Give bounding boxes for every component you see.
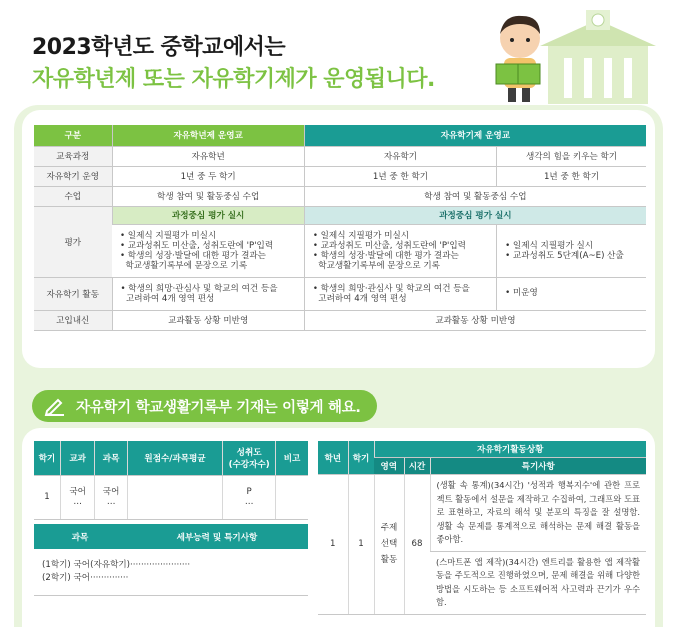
grades-table (34, 441, 308, 520)
header-cell: 교과 (60, 441, 95, 475)
row-label: 수업 (34, 186, 112, 206)
header-cell: 성취도 (수강자수) (223, 441, 276, 475)
remark-text: (스마트폰 앱 제작)(34시간) 엔트리를 활용한 앱 제작활동을 주도적으로 진행하였으며, 문제 해결을 위해 다양한 방법을 시도하는 등 소프트웨어적 사고력과 끈기가 우수함. (430, 551, 646, 614)
eval-sem-b-list (497, 224, 646, 277)
remark-text: (생활 속 통계)(34시간) '성적과 행복지수'에 관한 프로젝트 활동에서 설문을 제작하고 수집하여, 그래프와 도표로 표현하고, 자료의 해석 및 분포의 특징을 잘 설명함. 생활 속 문제를 통계적으로 해석하는 문제 해결 활동을 좋아함. (430, 475, 646, 552)
page-header (0, 0, 677, 105)
cell-text: P (246, 487, 252, 497)
col-free-semester: 자유학기제 운영교 (304, 125, 646, 146)
table-cell (276, 475, 309, 519)
cell-text: 국어 (102, 487, 120, 497)
table-cell: 68 (404, 475, 430, 615)
table-cell: 1년 중 한 학기 (497, 166, 646, 186)
student-reading-icon (496, 16, 540, 102)
cell-text: 국어 (69, 487, 86, 497)
header-cell: 원점수/과목평균 (127, 441, 222, 475)
list-item: • 교과성취도 5단계(A~E) 산출 (505, 250, 624, 261)
row-label: 교육과정 (34, 146, 112, 166)
table-cell: 1 (34, 475, 60, 519)
activity-year-list (112, 277, 304, 310)
list-item: • 일제식 지필평가 실시 (505, 240, 594, 251)
list-item: 고려하여 4개 영역 편성 (312, 293, 407, 304)
ellipsis: … (106, 497, 116, 507)
table-cell: 교과활동 상황 미반영 (304, 310, 646, 330)
list-item: • 학생의 희망·관심사 및 학교의 여건 등을 (312, 283, 470, 294)
list-item: • 학생의 성장·발달에 대한 평가 결과는 (312, 250, 459, 261)
header-cell: 비고 (276, 441, 309, 475)
col-category: 구분 (34, 125, 112, 146)
eval-subheader-year: 과정중심 평가 실시 (112, 206, 304, 224)
table-row (34, 475, 308, 519)
table-cell: 자유학기 (304, 146, 496, 166)
school-illustration (488, 8, 658, 104)
header-cell: 학기 (348, 441, 374, 475)
header-cell: 시간 (404, 458, 430, 475)
table-row (318, 475, 646, 552)
header-cell: 학년 (318, 441, 348, 475)
list-item: • 일제식 지필평가 미실시 (312, 230, 410, 241)
list-item: 고려하여 4개 영역 편성 (120, 293, 215, 304)
table-cell: • 미운영 (497, 277, 646, 310)
table-cell (95, 475, 127, 519)
table-cell: 생각의 힘을 키우는 학기 (497, 146, 646, 166)
col-free-year: 자유학년제 운영교 (112, 125, 304, 146)
overview-table (34, 125, 646, 331)
list-item: • 교과성취도 미산출, 성취도란에 'P'입력 (312, 240, 466, 251)
list-item: (1학기) 국어(자유학기)······················ (42, 560, 191, 570)
row-label: 자유학기 운영 (34, 166, 112, 186)
header-cell: 세부능력 및 특기사항 (126, 524, 308, 549)
header-cell: 학기 (34, 441, 60, 475)
row-label: 자유학기 활동 (34, 277, 112, 310)
list-item: (2학기) 국어·············· (42, 573, 129, 583)
eval-sem-a-list (304, 224, 496, 277)
list-item: • 교과성취도 미산출, 성취도란에 'P'입력 (120, 240, 274, 251)
page-subtitle: 자유학년제 또는 자유학기제가 운영됩니다. (32, 67, 435, 92)
table-cell: 학생 참여 및 활동중심 수업 (304, 186, 646, 206)
table-cell: 교과활동 상황 미반영 (112, 310, 304, 330)
header-cell: 영역 (374, 458, 404, 475)
header-cell: 과목 (95, 441, 127, 475)
list-item: • 학생의 희망·관심사 및 학교의 여건 등을 (120, 283, 278, 294)
school-building-icon (540, 10, 656, 104)
detail-table (34, 524, 308, 596)
row-label: 평가 (34, 206, 112, 277)
header-cell: 자유학기활동상황 (374, 441, 646, 458)
record-section-heading (32, 390, 377, 422)
list-item: • 일제식 지필평가 미실시 (120, 230, 217, 241)
table-cell: 1년 중 두 학기 (112, 166, 304, 186)
row-label: 고입내신 (34, 310, 112, 330)
ellipsis: … (244, 497, 254, 507)
table-cell: 자유학년 (112, 146, 304, 166)
table-cell: 학생 참여 및 활동중심 수업 (112, 186, 304, 206)
record-section-title: 자유학기 학교생활기록부 기재는 이렇게 해요. (76, 399, 361, 416)
table-cell (127, 475, 222, 519)
activity-sem-a-list (304, 277, 496, 310)
table-cell: 1년 중 한 학기 (304, 166, 496, 186)
list-item: 학교생활기록부에 문장으로 기록 (312, 260, 440, 271)
header-cell: 과목 (34, 524, 126, 549)
eval-year-list (112, 224, 304, 277)
activity-table (318, 441, 646, 615)
table-cell: 1 (348, 475, 374, 615)
table-cell: 주제 선택 활동 (374, 475, 404, 615)
table-cell (223, 475, 276, 519)
eval-subheader-semester: 과정중심 평가 실시 (304, 206, 646, 224)
pencil-icon (44, 396, 66, 416)
detail-text (34, 549, 308, 596)
table-cell: 1 (318, 475, 348, 615)
page-title: 2023학년도 중학교에서는 (32, 35, 286, 60)
ellipsis: … (73, 497, 82, 507)
header-cell: 특기사항 (430, 458, 646, 475)
list-item: • 학생의 성장·발달에 대한 평가 결과는 (120, 250, 266, 261)
table-cell (60, 475, 95, 519)
list-item: 학교생활기록부에 문장으로 기록 (120, 260, 248, 271)
